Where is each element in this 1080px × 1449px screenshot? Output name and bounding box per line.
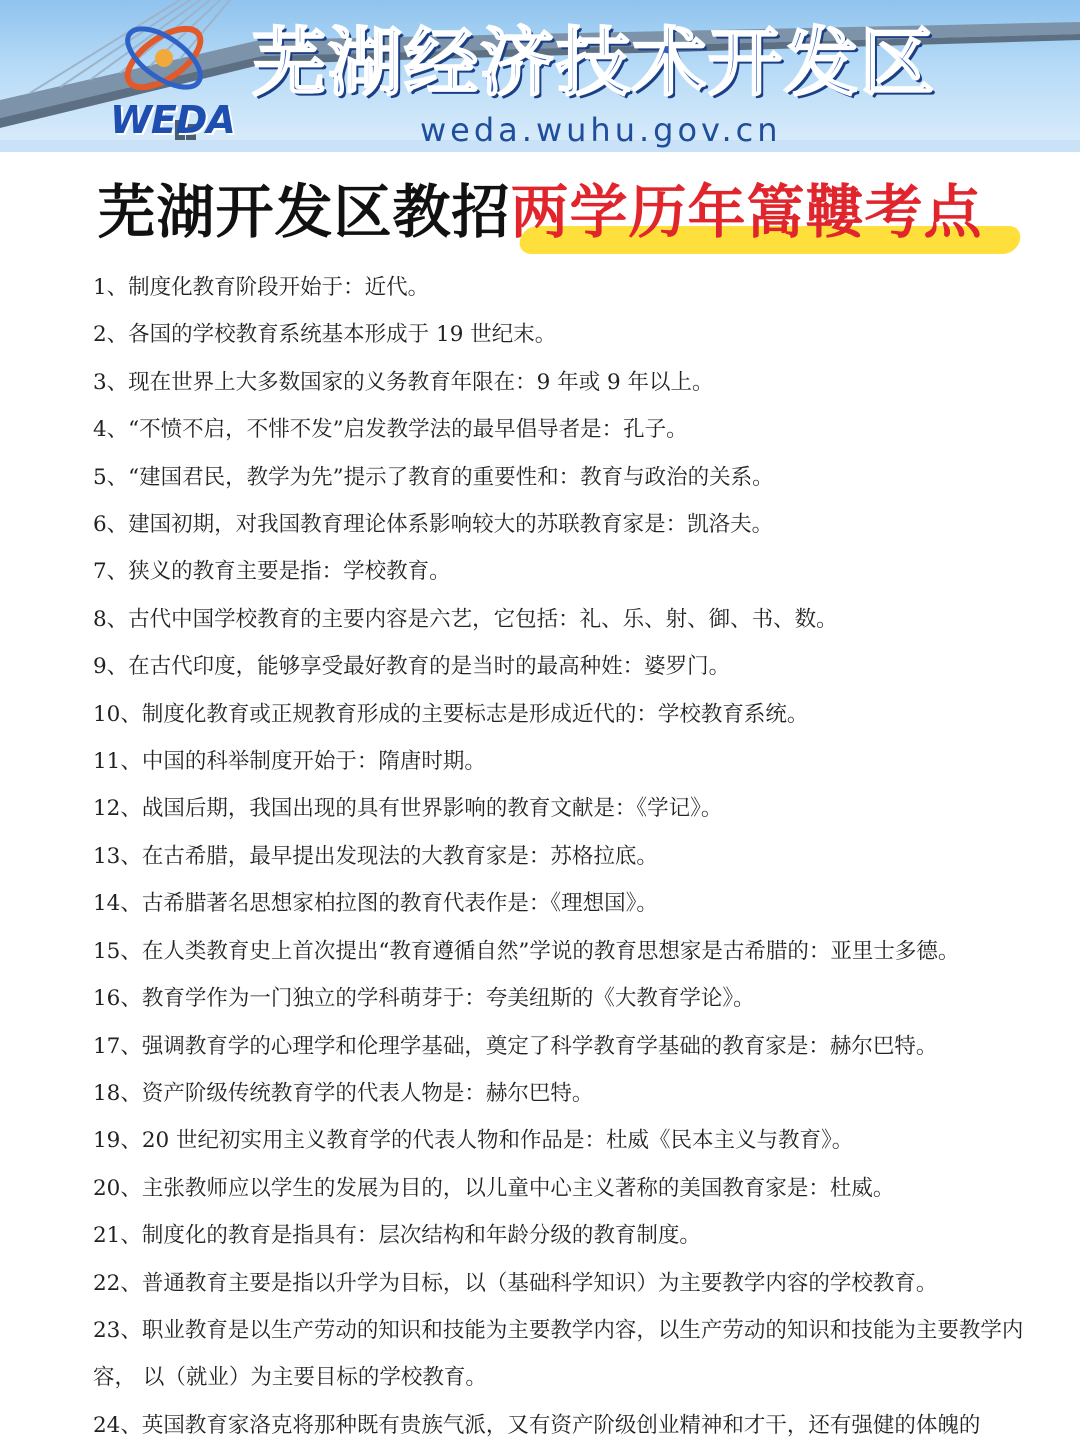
banner-url: weda.wuhu.gov.cn: [420, 111, 782, 149]
list-item: 23、职业教育是以生产劳动的知识和技能为主要教学内容，以生产劳动的知识和技能为主要教学内容， 以（就业）为主要目标的学校教育。: [93, 1317, 1024, 1391]
list-item: 17、强调教育学的心理学和伦理学基础，奠定了科学教育学基础的教育家是：赫尔巴特。: [93, 1033, 938, 1059]
list-item: 8、古代中国学校教育的主要内容是六艺，它包括：礼、乐、射、御、书、数。: [93, 606, 838, 632]
banner-title: 芜湖经济技术开发区: [252, 20, 936, 106]
list-item: 22、普通教育主要是指以升学为目标，以（基础科学知识）为主要教学内容的学校教育。: [93, 1270, 938, 1296]
exam-points-list: [0, 264, 1080, 1449]
headline-black-text: 芜湖开发区教招: [97, 178, 511, 246]
list-item: 1、制度化教育阶段开始于：近代。: [93, 275, 430, 300]
list-item: 24、英国教育家洛克将那种既有贵族气派，又有资产阶级创业精神和才干，还有强健的体魄的: [93, 1412, 981, 1438]
list-item: 14、古希腊著名思想家柏拉图的教育代表作是：《理想国》。: [93, 891, 658, 917]
list-item: 16、教育学作为一门独立的学科萌芽于：夸美纽斯的《大教育学论》。: [93, 986, 755, 1012]
list-item: 9、在古代印度，能够享受最好教育的是当时的最高种姓：婆罗门。: [93, 654, 731, 680]
list-item: 13、在古希腊，最早提出发现法的大教育家是：苏格拉底。: [93, 843, 658, 869]
logo-wordmark: WEDA: [110, 98, 235, 142]
list-item: 4、“不愤不启，不悱不发”启发教学法的最早倡导者是：孔子。: [93, 417, 688, 443]
list-item: 18、资产阶级传统教育学的代表人物是：赫尔巴特。: [93, 1080, 594, 1106]
list-item: 5、“建国君民，教学为先”提示了教育的重要性和：教育与政治的关系。: [93, 464, 774, 490]
list-item: 19、20 世纪初实用主义教育学的代表人物和作品是：杜威《民本主义与教育》。: [93, 1128, 854, 1154]
list-item: 20、主张教师应以学生的发展为目的，以儿童中心主义著称的美国教育家是：杜威。: [93, 1175, 895, 1201]
list-item: 10、制度化教育或正规教育形成的主要标志是形成近代的：学校教育系统。: [93, 701, 809, 727]
header-banner: [0, 0, 1080, 152]
list-item: 3、现在世界上大多数国家的义务教育年限在：9 年或 9 年以上。: [93, 369, 714, 395]
list-item: 2、各国的学校教育系统基本形成于 19 世纪末。: [93, 322, 557, 348]
list-item: 15、在人类教育史上首次提出“教育遵循自然”学说的教育思想家是古希腊的：亚里士多德。: [93, 938, 960, 964]
list-item: 6、建国初期，对我国教育理论体系影响较大的苏联教育家是：凯洛夫。: [93, 512, 774, 538]
list-item: 12、战国后期，我国出现的具有世界影响的教育文献是：《学记》。: [93, 796, 723, 822]
page-headline: [0, 152, 1080, 264]
list-item: 11、中国的科举制度开始于：隋唐时期。: [93, 749, 486, 775]
list-item: 21、制度化的教育是指具有：层次结构和年龄分级的教育制度。: [93, 1223, 701, 1249]
headline-red-text: 两学历年篙鞻考点: [510, 178, 983, 246]
list-item: 7、狭义的教育主要是指：学校教育。: [93, 559, 451, 585]
